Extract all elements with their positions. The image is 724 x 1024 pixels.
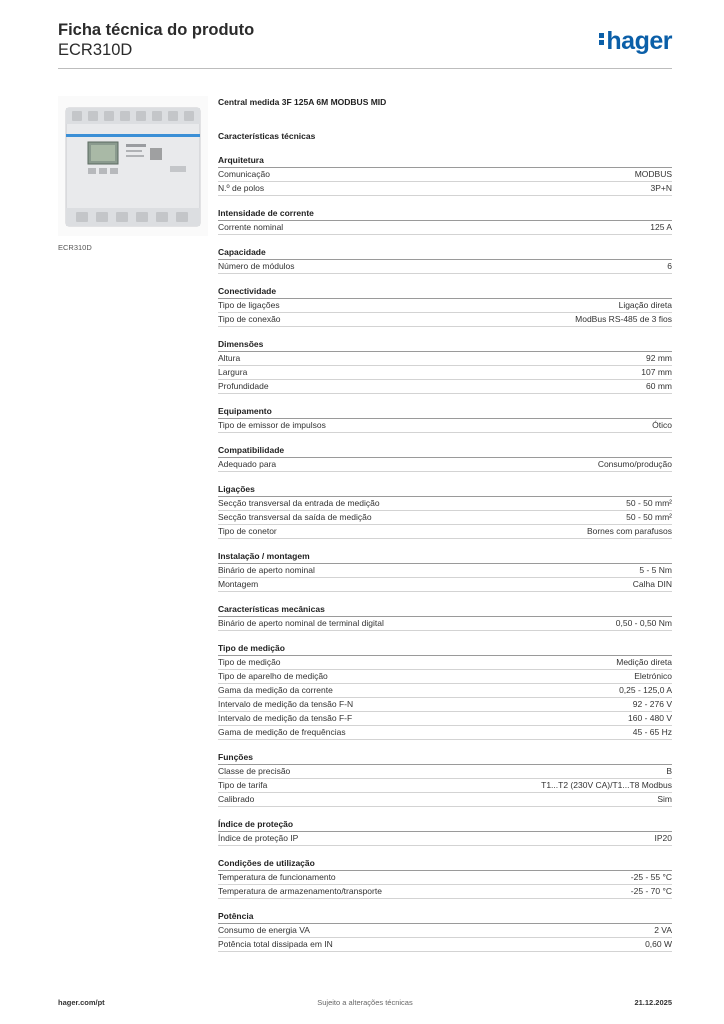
spec-value: 50 - 50 mm² [626, 512, 672, 522]
spec-section [218, 154, 672, 196]
spec-section [218, 818, 672, 846]
spec-label: Binário de aperto nominal [218, 565, 315, 575]
section-title: Potência [218, 910, 672, 924]
spec-row [218, 313, 672, 327]
technical-characteristics-title: Características técnicas [218, 131, 316, 141]
spec-row [218, 511, 672, 525]
spec-row [218, 698, 672, 712]
spec-label: Tipo de emissor de impulsos [218, 420, 326, 430]
section-title: Funções [218, 751, 672, 765]
spec-value: Ótico [652, 420, 672, 430]
spec-row [218, 380, 672, 394]
spec-row [218, 564, 672, 578]
spec-label: Intervalo de medição da tensão F-F [218, 713, 353, 723]
spec-label: Tipo de medição [218, 657, 281, 667]
spec-value: 0,60 W [645, 939, 672, 949]
spec-section [218, 857, 672, 899]
spec-value: Sim [657, 794, 672, 804]
spec-value: 107 mm [641, 367, 672, 377]
spec-row [218, 924, 672, 938]
spec-label: Gama da medição da corrente [218, 685, 333, 695]
spec-label: Temperatura de funcionamento [218, 872, 336, 882]
footer-website: hager.com/pt [58, 998, 105, 1007]
spec-value: 0,50 - 0,50 Nm [615, 618, 672, 628]
spec-section [218, 444, 672, 472]
spec-label: Altura [218, 353, 241, 363]
spec-section [218, 285, 672, 327]
spec-value: 2 VA [654, 925, 672, 935]
hager-logo [599, 26, 672, 56]
spec-value: 6 [667, 261, 672, 271]
spec-row [218, 260, 672, 274]
spec-label: Número de módulos [218, 261, 295, 271]
spec-section [218, 910, 672, 952]
section-title: Compatibilidade [218, 444, 672, 458]
product-image [58, 96, 208, 236]
spec-value: Bornes com parafusos [586, 526, 672, 536]
spec-label: Gama de medição de frequências [218, 727, 346, 737]
spec-row [218, 497, 672, 511]
spec-section [218, 603, 672, 631]
spec-value: 92 - 276 V [632, 699, 672, 709]
section-title: Conectividade [218, 285, 672, 299]
section-title: Intensidade de corrente [218, 207, 672, 221]
spec-section [218, 483, 672, 539]
spec-label: Classe de precisão [218, 766, 291, 776]
spec-label: Largura [218, 367, 248, 377]
spec-row [218, 182, 672, 196]
spec-row [218, 938, 672, 952]
spec-content [218, 95, 672, 952]
spec-label: Adequado para [218, 459, 277, 469]
spec-label: N.º de polos [218, 183, 265, 193]
spec-label: Consumo de energia VA [218, 925, 310, 935]
section-title: Capacidade [218, 246, 672, 260]
spec-label: Comunicação [218, 169, 270, 179]
section-title: Índice de proteção [218, 818, 672, 832]
spec-section [218, 405, 672, 433]
spec-row [218, 726, 672, 740]
spec-row [218, 578, 672, 592]
spec-value: 45 - 65 Hz [632, 727, 672, 737]
section-title: Dimensões [218, 338, 672, 352]
spec-value: 3P+N [650, 183, 672, 193]
spec-row [218, 832, 672, 846]
section-title: Equipamento [218, 405, 672, 419]
spec-label: Temperatura de armazenamento/transporte [218, 886, 382, 896]
spec-section [218, 642, 672, 740]
spec-value: T1...T2 (230V CA)/T1...T8 Modbus [541, 780, 672, 790]
spec-row [218, 793, 672, 807]
product-reference: ECR310D [58, 41, 133, 59]
spec-value: Ligação direta [618, 300, 672, 310]
spec-label: Profundidade [218, 381, 269, 391]
spec-label: Montagem [218, 579, 259, 589]
spec-value: Consumo/produção [597, 459, 672, 469]
spec-value: 125 A [650, 222, 672, 232]
spec-value: Calha DIN [632, 579, 672, 589]
spec-row [218, 684, 672, 698]
spec-section [218, 338, 672, 394]
spec-value: 60 mm [646, 381, 672, 391]
spec-section [218, 751, 672, 807]
spec-row [218, 525, 672, 539]
spec-sections [218, 154, 672, 952]
spec-section [218, 246, 672, 274]
section-title: Ligações [218, 483, 672, 497]
spec-value: 50 - 50 mm² [626, 498, 672, 508]
section-title: Condições de utilização [218, 857, 672, 871]
spec-label: Índice de proteção IP [218, 833, 299, 843]
spec-label: Tipo de conetor [218, 526, 277, 536]
spec-section [218, 550, 672, 592]
spec-row [218, 419, 672, 433]
spec-label: Tipo de ligações [218, 300, 280, 310]
footer-date: 21.12.2025 [634, 998, 672, 1007]
product-name: Central medida 3F 125A 6M MODBUS MID [218, 97, 387, 107]
spec-value: 0,25 - 125,0 A [619, 685, 672, 695]
energy-meter-illustration [58, 96, 208, 236]
section-title: Tipo de medição [218, 642, 672, 656]
spec-value: Medição direta [616, 657, 672, 667]
spec-row [218, 765, 672, 779]
spec-row [218, 366, 672, 380]
spec-label: Tipo de aparelho de medição [218, 671, 328, 681]
spec-row [218, 352, 672, 366]
spec-label: Intervalo de medição da tensão F-N [218, 699, 354, 709]
document-title: Ficha técnica do produto [58, 21, 255, 39]
spec-row [218, 712, 672, 726]
spec-label: Binário de aperto nominal de terminal digital [218, 618, 384, 628]
logo-text: hager [606, 27, 672, 55]
spec-row [218, 670, 672, 684]
spec-value: 5 - 5 Nm [639, 565, 672, 575]
spec-row [218, 871, 672, 885]
spec-label: Tipo de conexão [218, 314, 281, 324]
spec-row [218, 656, 672, 670]
spec-label: Potência total dissipada em IN [218, 939, 333, 949]
spec-label: Calibrado [218, 794, 255, 804]
spec-value: 92 mm [646, 353, 672, 363]
spec-row [218, 885, 672, 899]
spec-row [218, 779, 672, 793]
spec-section [218, 207, 672, 235]
section-title: Arquitetura [218, 154, 672, 168]
spec-row [218, 168, 672, 182]
spec-label: Corrente nominal [218, 222, 284, 232]
spec-value: IP20 [654, 833, 672, 843]
logo-dots-icon [599, 31, 604, 47]
spec-row [218, 458, 672, 472]
spec-value: -25 - 70 °C [630, 886, 672, 896]
footer-notice: Sujeito a alterações técnicas [317, 998, 413, 1007]
spec-value: MODBUS [634, 169, 672, 179]
section-title: Características mecânicas [218, 603, 672, 617]
spec-label: Secção transversal da saída de medição [218, 512, 372, 522]
spec-label: Secção transversal da entrada de medição [218, 498, 380, 508]
spec-row [218, 617, 672, 631]
spec-value: 160 - 480 V [628, 713, 672, 723]
section-title: Instalação / montagem [218, 550, 672, 564]
spec-label: Tipo de tarifa [218, 780, 268, 790]
spec-value: Eletrónico [634, 671, 672, 681]
spec-value: B [666, 766, 672, 776]
spec-value: ModBus RS-485 de 3 fios [575, 314, 672, 324]
image-caption: ECR310D [58, 243, 92, 252]
page-header [58, 20, 672, 70]
header-divider [58, 68, 672, 69]
spec-row [218, 299, 672, 313]
spec-value: -25 - 55 °C [630, 872, 672, 882]
spec-row [218, 221, 672, 235]
